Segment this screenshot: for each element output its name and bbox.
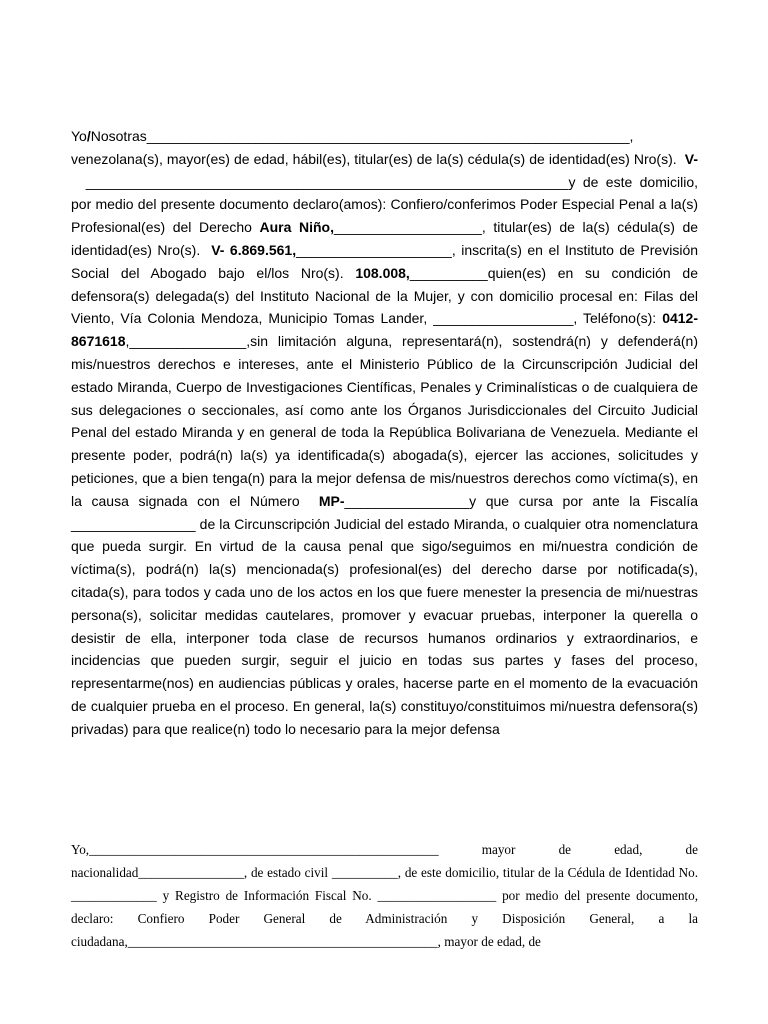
case-prefix: MP- [318, 492, 345, 509]
general-power-paragraph: Yo,_____________________________________________________ mayor de edad, de nacionalidad________________, de estado civil __________, de este domicilio, titular de la Cédula de Identidad No. _____________ y Registro de Información Fiscal No. __________________ por medio del presente documento, declaro: Confiero Poder General de Administración y Disposición General, a la ciudadana,_______________________________________________, mayor de edad, de [71, 842, 698, 949]
bold-run: V- [684, 150, 699, 167]
text-run: ____________________, [296, 241, 456, 258]
text-run: __________quien(es) en su condición de defensora(s) delegada(s) del Instituto Nacional de la Mujer, y con domicilio procesal en: Filas del Viento, Vía Colonia Mendoza, Municipio Tomas Lander, __________________, Teléfono(s): [71, 264, 699, 327]
registry-number: 108.008, [355, 264, 410, 281]
text-run: Nosotras______________________________________________________________, venezolana(s), mayor(es) de edad, hábil(es), titular(es) de la(s) cédula(s) de identidad(es) Nro(s). [71, 128, 677, 167]
text-run: titular(es) de la(s) cédula(s) de identidad(es) Nro(s). [71, 219, 699, 258]
phone-number: 0412-8671618 [71, 310, 698, 350]
attorney-id: V- 6.869.561, [211, 241, 297, 258]
text-run: inscrita(s) en el Instituto de Previsión Social del Abogado bajo el/los Nro(s). [71, 241, 699, 281]
text-run: Yo [71, 128, 87, 144]
text-run: ___________________, [334, 219, 486, 236]
special-power-paragraph [71, 125, 698, 741]
text-run: ________________y que cursa por ante la Fiscalía ________________ de la Circunscripción Judicial del estado Miranda, o cualquier otra nomenclatura que pueda surgir. En virtud de la causa penal que sigo/seguimos en mi/nuestra condición de víctima(s), podrá(n) la(s) mencionada(s) profesional(es) del derecho darse por notificada(s), citada(s), para todos y cada uno de los actos en los que fuere menester la presencia de mi/nuestras persona(s), solicitar medidas cautelares, promover y evacuar pruebas, interponer la querella o desistir de ella, interponer toda clase de recursos humanos ordinarios y extraordinarios, e incidencias que pueden surgir, seguir el juicio en todas sus partes y fases del proceso, representarme(nos) en audiencias públicas y orales, hacerse parte en el momento de la evacuación de cualquier prueba en el proceso. En general, la(s) constituyo/constituimos mi/nuestra defensora(s) privadas) para que realice(n) todo lo necesario para la mejor defensa [71, 492, 698, 737]
bold-run: / [86, 128, 91, 144]
text-run: ______________________________________________________________y de este domicilio, por medio del presente documento declaro(amos): Confiero/conferimos Poder Especial Penal a la(s) Profesional(es) del Derecho [71, 173, 698, 236]
attorney-name: Aura Niño, [259, 219, 334, 236]
text-run: ,_______________,sin limitación alguna, representará(n), sostendrá(n) y defenderá(n) mis/nuestros derechos e intereses, ante el Ministerio Público de la Circunscripción Judicial del estado Miranda, Cuerpo de Investigaciones Científicas, Penales y Criminalísticas o de cualquiera de sus delegaciones o seccionales, así como ante los Órganos Jurisdiccionales del Circuito Judicial Penal del estado Miranda y en general de toda la República Bolivariana de Venezuela. Mediante el presente poder, podrá(n) la(s) ya identificada(s) abogada(s), ejercer las acciones, solicitudes y peticiones, que a bien tenga(n) para la mejor defensa de mis/nuestros derechos como víctima(s), en la causa signada con el Número [71, 333, 698, 509]
